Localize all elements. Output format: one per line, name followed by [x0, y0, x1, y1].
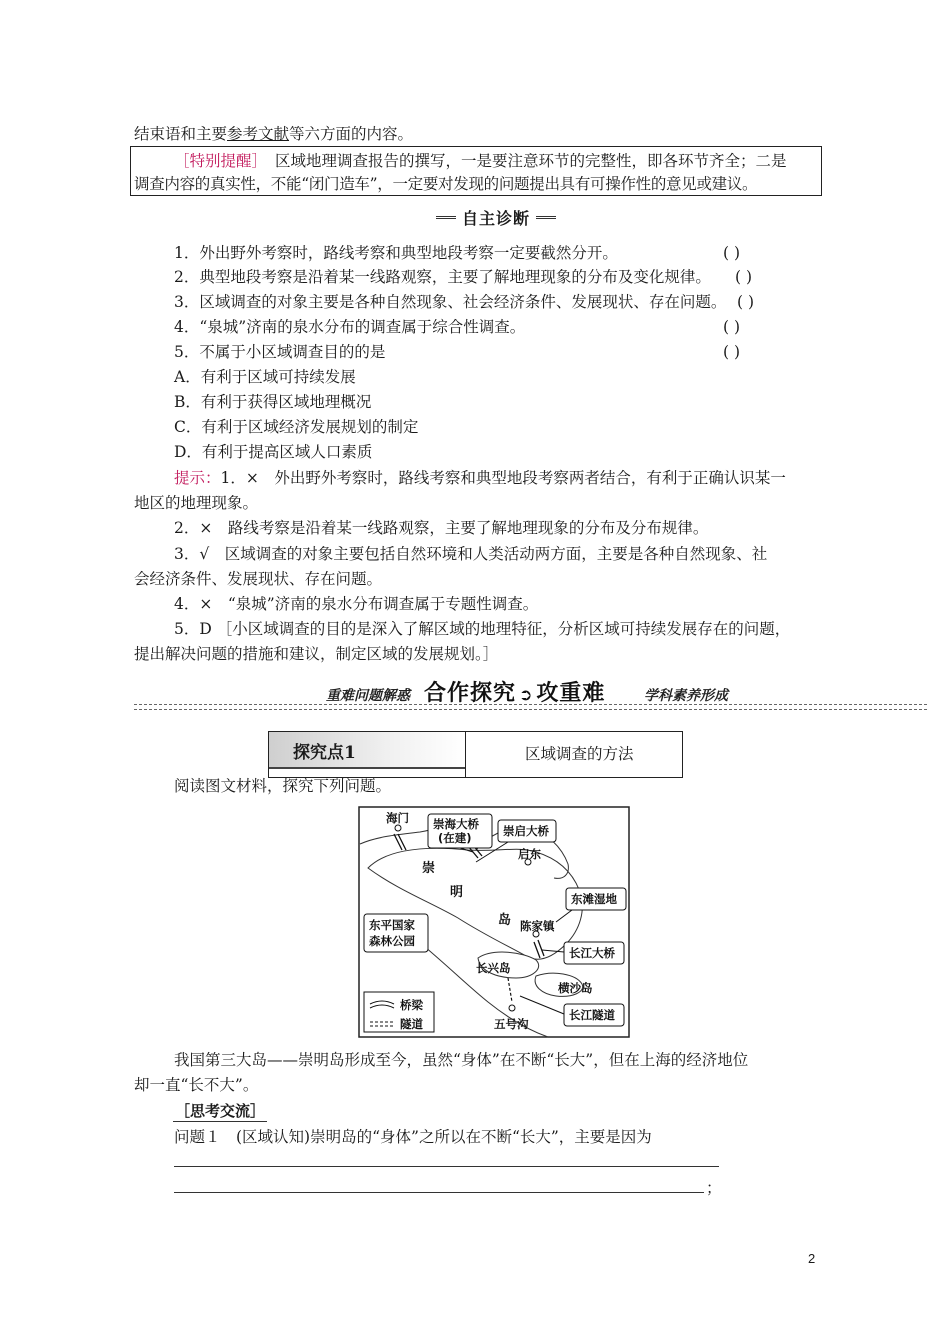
- label-changjiang-bridge: 长江大桥: [569, 946, 615, 960]
- label-chonghai-bridge: 崇海大桥: [433, 817, 479, 831]
- option-c: C．有利于区域经济发展规划的制定: [174, 418, 419, 436]
- passage-line-1: 我国第三大岛——崇明岛形成至今，虽然“身体”在不断“长大”，但在上海的经济地位: [174, 1051, 749, 1069]
- banner-left-text: 重难问题解惑: [326, 688, 410, 704]
- label-wuhao: 五号沟: [494, 1017, 529, 1031]
- answer-1-text: 1．× 外出野外考察时，路线考察和典型地段考察两者结合，有利于正确认识某一: [220, 469, 786, 487]
- banner-main-b: 攻重难: [536, 681, 606, 706]
- banner-arrow-icon: ➲: [519, 685, 534, 704]
- label-dongtan: 东滩湿地: [571, 892, 617, 906]
- label-hengsha: 横沙岛: [558, 981, 593, 995]
- answer-1-cont: 地区的地理现象。: [134, 494, 259, 512]
- hint-line-1: [174, 468, 786, 488]
- reminder-tag: ［特别提醒］: [174, 152, 268, 170]
- page-number: 2: [808, 1251, 816, 1266]
- hint-label: 提示：: [174, 469, 221, 487]
- label-changxing: 长兴岛: [476, 961, 511, 975]
- question-4: 4．“泉城”济南的泉水分布的调查属于综合性调查。: [174, 318, 526, 336]
- label-dao: 岛: [498, 913, 512, 928]
- explore-tag: [269, 732, 465, 769]
- question-1-prompt: 问题１ (区域认知)崇明岛的“身体”之所以在不断“长大”，主要是因为: [174, 1128, 652, 1146]
- reminder-line-2: 调查内容的真实性，不能“闭门造车”，一定要对发现的问题提出具有可操作性的意见或建议。: [134, 175, 758, 193]
- answer-line-end: ；: [706, 1179, 722, 1197]
- answer-4: 4．× “泉城”济南的泉水分布调查属于专题性调查。: [174, 595, 539, 613]
- option-a: A．有利于区域可持续发展: [174, 368, 356, 386]
- label-chongqi-bridge: 崇启大桥: [503, 824, 549, 838]
- label-chonghai-sub: (在建): [438, 831, 472, 845]
- think-exchange-tag: ［思考交流］: [175, 1102, 266, 1120]
- legend-tunnel: 隧道: [400, 1017, 423, 1031]
- references-link[interactable]: 参考文献: [227, 125, 290, 143]
- answer-5-cont: 提出解决问题的措施和建议，制定区域的发展规划。］: [134, 645, 499, 663]
- label-chong: 崇: [422, 861, 436, 876]
- answer-blank-2[interactable]: ( ): [735, 268, 753, 286]
- self-diagnosis-title: 自主诊断: [462, 208, 531, 228]
- label-qidong: 启东: [518, 847, 541, 861]
- reminder-text-1: 区域地理调查报告的撰写，一是要注意环节的完整性，即各环节齐全；二是: [275, 152, 787, 170]
- question-5: 5．不属于小区域调查目的的是: [174, 343, 386, 361]
- answer-blank-5[interactable]: ( ): [723, 343, 741, 361]
- section-banner: [134, 676, 927, 716]
- question-3: 3．区域调查的对象主要是各种自然现象、社会经济条件、发展现状、存在问题。: [174, 293, 727, 311]
- label-dongping-2: 森林公园: [369, 934, 415, 948]
- answer-3-cont: 会经济条件、发展现状、存在问题。: [134, 570, 383, 588]
- answer-line-2[interactable]: [174, 1192, 704, 1193]
- answer-blank-4[interactable]: ( ): [723, 318, 741, 336]
- read-prompt: 阅读图文材料，探究下列问题。: [174, 777, 392, 795]
- answer-blank-3[interactable]: ( ): [737, 293, 755, 311]
- explore-title: 区域调查的方法: [525, 745, 634, 763]
- intro-line: [134, 124, 413, 144]
- legend-bridge: 桥梁: [400, 998, 423, 1012]
- label-chenjia: 陈家镇: [520, 919, 555, 933]
- option-d: D．有利于提高区域人口素质: [174, 443, 373, 461]
- answer-2: 2．× 路线考察是沿着某一线路观察，主要了解地理现象的分布及分布规律。: [174, 519, 709, 537]
- banner-main: [424, 676, 605, 707]
- label-haimen: 海门: [386, 811, 409, 825]
- answer-blank-1[interactable]: ( ): [723, 244, 741, 262]
- label-dongping-1: 东平国家: [369, 918, 415, 932]
- label-tunnel: 长江隧道: [569, 1008, 615, 1022]
- banner-main-a: 合作探究: [424, 681, 517, 706]
- answer-3: 3．√ 区域调查的对象主要包括自然环境和人类活动两方面，主要是各种自然现象、社: [174, 545, 768, 563]
- self-diagnosis-heading: [436, 206, 556, 228]
- option-b: B．有利于获得区域地理概况: [174, 393, 372, 411]
- question-1: 1．外出野外考察时，路线考察和典型地段考察一定要截然分开。: [174, 244, 618, 262]
- explore-tag-label: 探究点1: [293, 743, 356, 763]
- answer-5: 5．D ［小区域调查的目的是深入了解区域的地理特征，分析区域可持续发展存在的问题，: [174, 620, 791, 638]
- explore-point-box: [268, 731, 683, 778]
- label-ming: 明: [450, 885, 464, 900]
- intro-text: 结束语和主要: [134, 125, 228, 143]
- passage-line-2: 却一直“长不大”。: [134, 1076, 259, 1094]
- question-2: 2．典型地段考察是沿着某一线路观察，主要了解地理现象的分布及变化规律。: [174, 268, 711, 286]
- answer-line-1[interactable]: [174, 1166, 719, 1167]
- chongming-map: [358, 806, 630, 1038]
- intro-text-end: 等六方面的内容。: [289, 125, 414, 143]
- reminder-line-1: [174, 151, 787, 171]
- banner-right-text: 学科素养形成: [644, 688, 728, 704]
